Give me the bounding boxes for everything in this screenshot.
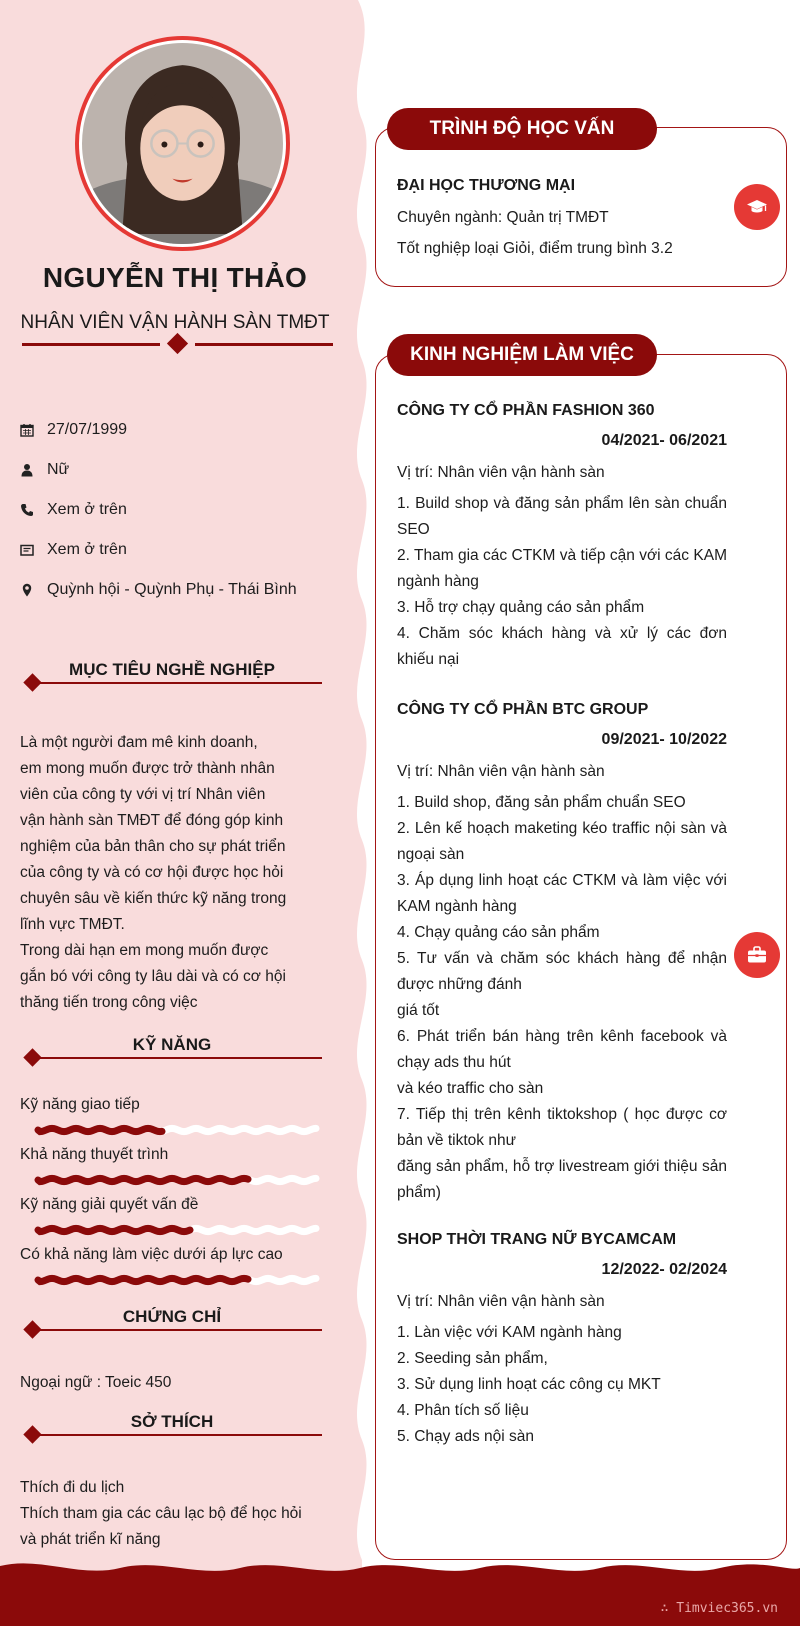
experience-heading: KINH NGHIỆM LÀM VIỆC: [387, 334, 657, 376]
job-duty: và kéo traffic cho sàn: [397, 1080, 544, 1097]
skill-label: Khả năng thuyết trình: [20, 1146, 169, 1163]
job-position: Vị trí: Nhân viên vận hành sàn: [397, 1293, 605, 1310]
contact-address-text: Quỳnh hội - Quỳnh Phụ - Thái Bình: [47, 581, 297, 598]
job-duties: [397, 491, 727, 673]
education-major: Chuyên ngành: Quản trị TMĐT: [397, 209, 609, 226]
email-icon: [20, 543, 34, 557]
objective-line: gắn bó với công ty lâu dài và có cơ hội: [20, 968, 286, 985]
title-divider-right: [195, 343, 333, 346]
education-panel: [375, 127, 787, 287]
certificates-heading: CHỨNG CHỈ: [122, 1307, 222, 1326]
contact-gender: [20, 458, 69, 482]
job-duty: 2. Tham gia các CTKM và tiếp cận với các KAM ngành hàng: [397, 547, 727, 590]
job-title: NHÂN VIÊN VẬN HÀNH SÀN TMĐT: [20, 312, 330, 333]
skill-label: Có khả năng làm việc dưới áp lực cao: [20, 1246, 283, 1263]
contact-email-text: Xem ở trên: [47, 541, 127, 558]
footer-band: [0, 1563, 800, 1626]
job-duty: 3. Sử dụng linh hoạt các công cụ MKT: [397, 1376, 661, 1393]
job-duty: 2. Seeding sản phẩm,: [397, 1350, 548, 1367]
job-duty: 1. Làn việc với KAM ngành hàng: [397, 1324, 622, 1341]
job-duty: 4. Chăm sóc khách hàng và xử lý các đơn khiếu nại: [397, 625, 727, 668]
job-position: Vị trí: Nhân viên vận hành sàn: [397, 464, 605, 481]
objective-line: em mong muốn được trở thành nhân: [20, 760, 275, 777]
job-duties: [397, 1320, 727, 1450]
person-icon: [20, 463, 34, 477]
skill-bar-fill: [38, 1228, 190, 1231]
avatar: [75, 36, 290, 251]
job-duty: 5. Tư vấn và chăm sóc khách hàng để nhận được những đánh: [397, 950, 727, 993]
contact-phone: [20, 498, 127, 522]
job-duty: giá tốt: [397, 1002, 440, 1019]
title-divider-left: [22, 343, 160, 346]
job-duty: 1. Build shop, đăng sản phẩm chuẩn SEO: [397, 794, 686, 811]
objective-section-header: [22, 660, 322, 690]
contact-birthday-text: 27/07/1999: [47, 421, 128, 438]
job-duty: 5. Chạy ads nội sàn: [397, 1428, 535, 1445]
objective-text: [20, 730, 310, 1016]
phone-icon: [20, 503, 34, 517]
contact-gender-text: Nữ: [47, 461, 70, 478]
contact-address: [20, 578, 297, 602]
hobby-line: và phát triển kĩ năng: [20, 1531, 161, 1548]
objective-line: Trong dài hạn em mong muốn được: [20, 942, 269, 959]
skill-bar-fill: [38, 1178, 248, 1181]
objective-line: chuyên sâu về kiến thức kỹ năng trong: [20, 890, 287, 907]
job-company: SHOP THỜI TRANG NỮ BYCAMCAM: [397, 1231, 677, 1248]
job-duty: 7. Tiếp thị trên kênh tiktokshop ( học được cơ bản về tiktok như: [397, 1106, 727, 1149]
hobbies-text: [20, 1475, 302, 1553]
objective-line: của công ty và có cơ hội được học hỏi: [20, 864, 284, 881]
objective-line: thăng tiến trong công việc: [20, 994, 198, 1011]
skill-level-bar: [34, 1123, 320, 1137]
skill-label: Kỹ năng giao tiếp: [20, 1096, 140, 1113]
candidate-name: NGUYỄN THỊ THẢO: [42, 262, 308, 293]
certificates-section-header: [22, 1307, 322, 1337]
objective-line: lĩnh vực TMĐT.: [20, 916, 125, 933]
skill-level-bar: [34, 1223, 320, 1237]
certificate-item: Ngoại ngữ : Toeic 450: [20, 1374, 172, 1391]
job-duty: 1. Build shop và đăng sản phẩm lên sàn chuẩn SEO: [397, 495, 727, 538]
education-school: ĐẠI HỌC THƯƠNG MẠI: [397, 177, 576, 194]
job-period: 04/2021- 06/2021: [601, 432, 727, 449]
job-duties: [397, 790, 727, 1206]
job-duty: 3. Áp dụng linh hoạt các CTKM và làm việc với KAM ngành hàng: [397, 872, 727, 915]
skills-heading: KỸ NĂNG: [132, 1035, 212, 1054]
location-icon: [20, 583, 34, 597]
job-period: 09/2021- 10/2022: [601, 731, 727, 748]
objective-heading: MỤC TIÊU NGHỀ NGHIỆP: [69, 660, 275, 679]
job-position: Vị trí: Nhân viên vận hành sàn: [397, 763, 605, 780]
job-period: 12/2022- 02/2024: [601, 1261, 727, 1278]
job-duty: 3. Hỗ trợ chạy quảng cáo sản phẩm: [397, 599, 645, 616]
job-duty: 4. Phân tích số liệu: [397, 1402, 529, 1419]
calendar-icon: [20, 423, 34, 437]
job-company: CÔNG TY CỔ PHẦN BTC GROUP: [397, 701, 649, 718]
contact-email: [20, 538, 127, 562]
hobbies-section-header: [22, 1412, 322, 1442]
education-heading: TRÌNH ĐỘ HỌC VẤN: [387, 108, 657, 150]
hobby-line: Thích đi du lịch: [20, 1479, 125, 1496]
briefcase-icon: [734, 932, 780, 978]
job-duty: 4. Chạy quảng cáo sản phẩm: [397, 924, 600, 941]
job-duty: đăng sản phẩm, hỗ trợ livestream giới thiệu sản phẩm): [397, 1158, 727, 1201]
skill-level-bar: [34, 1273, 320, 1287]
hobbies-heading: SỞ THÍCH: [130, 1412, 214, 1431]
objective-line: viên của công ty với vị trí Nhân viên: [20, 786, 266, 803]
graduation-cap-icon: [734, 184, 780, 230]
hobby-line: Thích tham gia các câu lạc bộ để học hỏi: [20, 1505, 302, 1522]
job-duty: 2. Lên kế hoạch maketing kéo traffic nội sàn và ngoại sàn: [397, 820, 727, 863]
job-company: CÔNG TY CỔ PHẦN FASHION 360: [397, 402, 655, 419]
objective-line: nghiệm của bản thân cho sự phát triển: [20, 838, 286, 855]
skill-label: Kỹ năng giải quyết vấn đề: [20, 1196, 199, 1213]
skill-level-bar: [34, 1173, 320, 1187]
job-duty: 6. Phát triển bán hàng trên kênh facebook và chạy ads thu hút: [397, 1028, 727, 1071]
objective-line: Là một người đam mê kinh doanh,: [20, 734, 258, 751]
skills-section-header: [22, 1035, 322, 1065]
education-result: Tốt nghiệp loại Giỏi, điểm trung bình 3.2: [397, 240, 673, 257]
skill-bar-fill: [38, 1278, 248, 1281]
watermark: ∴ Timviec365.vn: [660, 1601, 778, 1616]
contact-phone-text: Xem ở trên: [47, 501, 127, 518]
profile-photo: [82, 43, 283, 244]
skill-bar-fill: [38, 1128, 162, 1131]
contact-birthday: [20, 418, 127, 442]
objective-line: vận hành sàn TMĐT để đóng góp kinh: [20, 812, 284, 829]
